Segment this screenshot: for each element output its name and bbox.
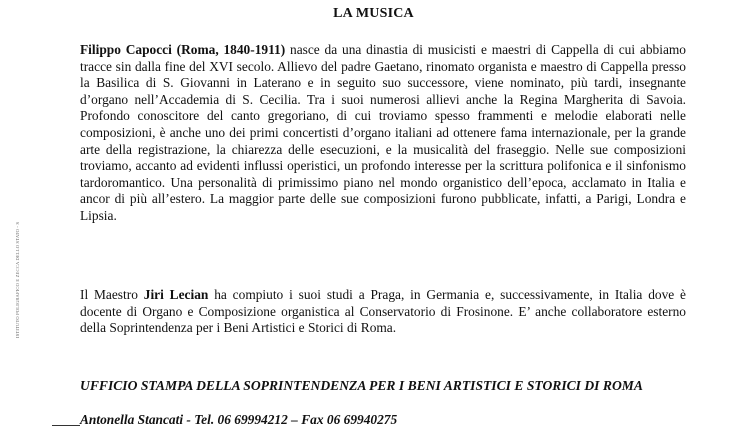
paragraph-capocci-text: nasce da una dinastia di musicisti e maestri di Cappella di cui abbiamo tracce sin dalla fine del XVI secolo. Allievo del padre Gaetano, rinomato organista e maestro di Cappella presso la Basilica di S. Giovanni in Laterano e in seguito suo successore, viene nominato, più tardi, insegnante d’organo nell’Accademia di S. Cecilia. Tra i suoi numerosi allievi anche la Regina Margherita di Savoia. Profondo conoscitore del canto gregoriano, di cui troviamo spesso frammenti e melodie elaborati nelle composizioni, è anche uno dei primi concertisti d’organo italiani ad ottenere fama internazionale, per la grande arte della registrazione, la chiarezza delle esecuzioni, e la musicalità del fraseggio. Nelle sue composizioni troviamo, accanto ad evidenti influssi operistici, un profondo interesse per la scrittura polifonica e il sinfonismo tardoromantico. Una personalità di primissimo piano nel mondo organistico dell’epoca, acclamato in Italia e ancor di più all’estero. La maggior parte delle sue composizioni furono pubblicate, infatti, a Parigi, Londra e Lipsia. [80, 42, 686, 223]
paragraph-lecian-intro: Il Maestro [80, 287, 144, 302]
performer-name: Jiri Lecian [143, 287, 209, 302]
page-title: LA MUSICA [333, 6, 414, 21]
composer-name: Filippo Capocci (Roma, 1840-1911) [80, 42, 286, 57]
paragraph-capocci [80, 42, 686, 225]
printer-side-note: ISTITUTO POLIGRAFICO E ZECCA DELLO STATO - S [15, 221, 20, 338]
paragraph-lecian [80, 287, 686, 337]
paragraph-lecian-text: ha compiuto i suoi studi a Praga, in Germania e, successivamente, in Italia dove è docente di Organo e Composizione organistica al Conservatorio di Frosinone. E’ anche collaboratore esterno della Soprintendenza per i Beni Artistici e Storici di Roma. [80, 287, 687, 336]
footer-rule [52, 425, 80, 426]
press-contact-line: Antonella Stancati - Tel. 06 69994212 – Fax 06 69940275 [80, 412, 398, 427]
press-office-heading: UFFICIO STAMPA DELLA SOPRINTENDENZA PER I BENI ARTISTICI E STORICI DI ROMA [80, 378, 643, 393]
